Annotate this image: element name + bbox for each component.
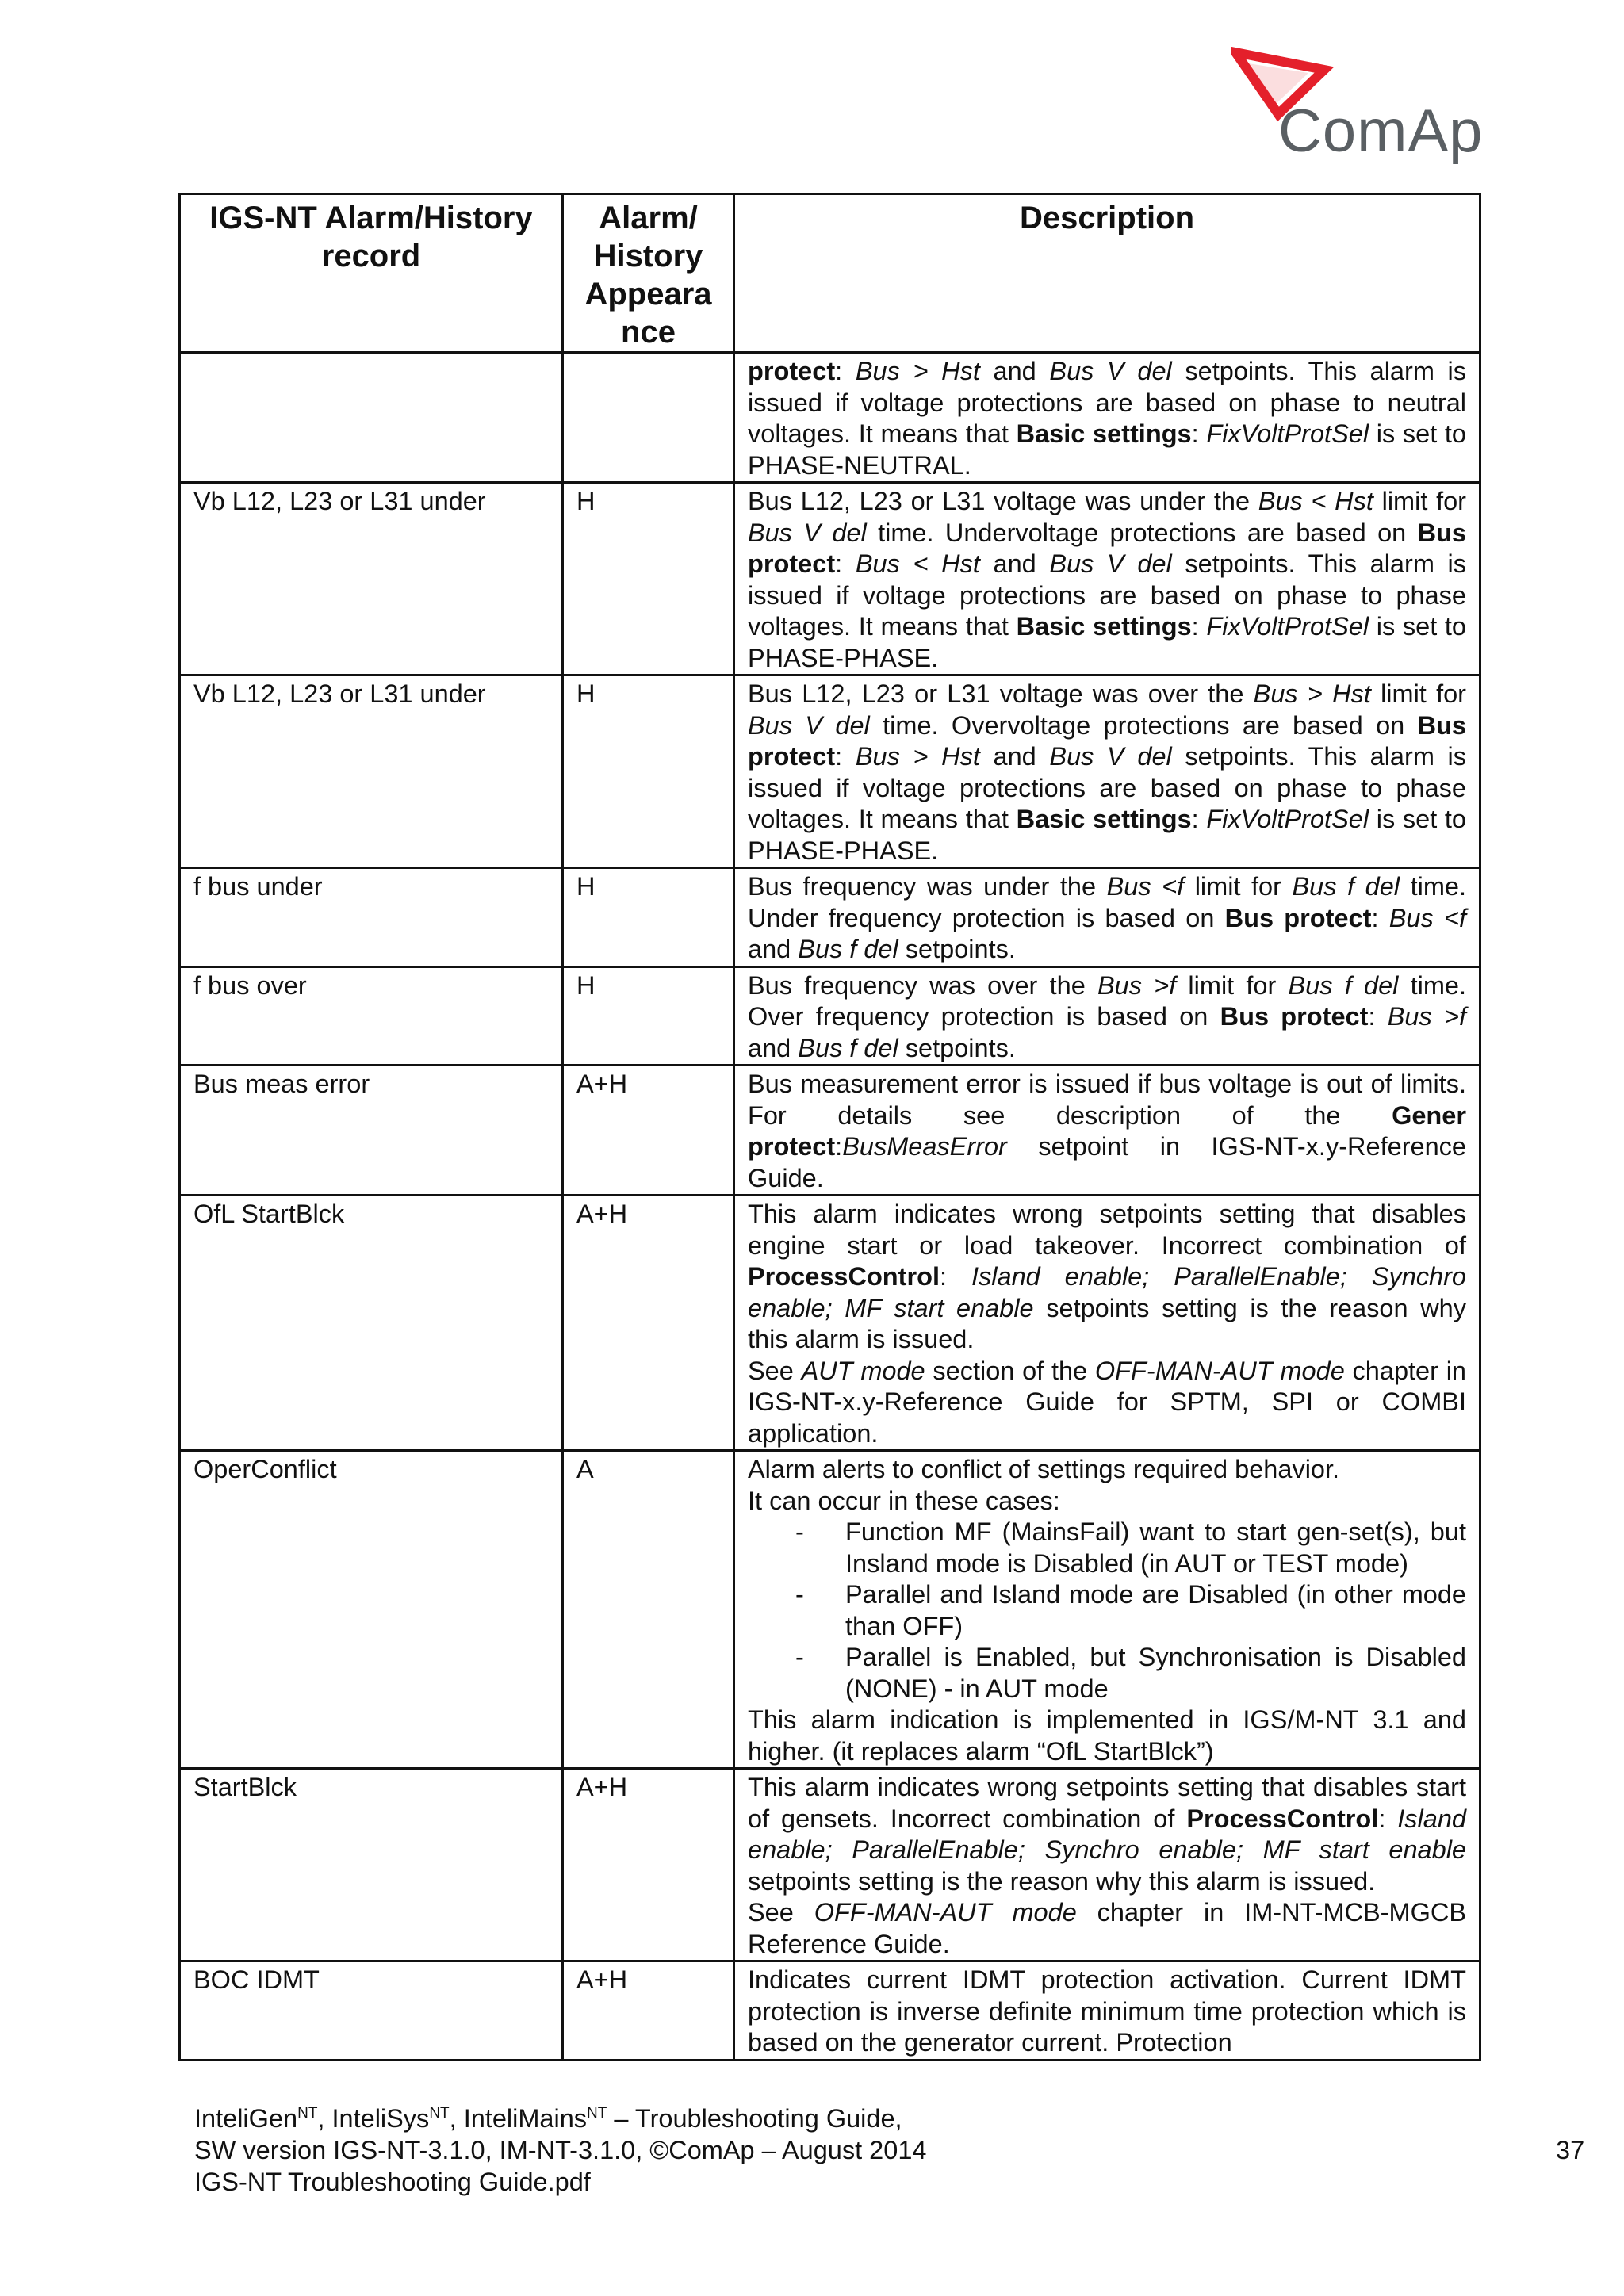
description-text: This alarm indicates wrong setpoints setting that disables engine start or load takeover. Incorrect combination of xyxy=(748,1200,1466,1260)
description-cell xyxy=(734,675,1480,868)
italic-term: Bus <f xyxy=(1106,872,1185,901)
description-text: setpoint in IGS-NT-x.y-Reference Guide. xyxy=(748,1132,1466,1192)
appearance-cell: A+H xyxy=(563,1961,734,2061)
page-number: 37 xyxy=(1556,2136,1585,2164)
bold-term: Basic settings xyxy=(1016,805,1192,833)
description-text: setpoints. This alarm is issued if voltage protections are based on phase to neutral voltages. It means that xyxy=(748,357,1467,448)
description-text: : xyxy=(835,357,856,385)
description-cell xyxy=(734,1196,1480,1451)
description-text: setpoints. xyxy=(898,935,1016,963)
table-row xyxy=(180,1769,1480,1961)
footer-text: , InteliMains xyxy=(449,2104,588,2133)
description-text: See xyxy=(748,1898,814,1927)
description-text: : xyxy=(940,1262,971,1291)
description-text: setpoints. xyxy=(898,1033,1016,1062)
italic-term: AUT mode xyxy=(801,1356,925,1385)
description-text: : xyxy=(1368,1002,1388,1031)
footer-version: SW version IGS-NT-3.1.0, IM-NT-3.1.0, ©ComAp – August 2014 xyxy=(194,2136,927,2164)
italic-term: Bus > Hst xyxy=(855,742,980,771)
table-header-row xyxy=(180,194,1480,353)
table-row xyxy=(180,1196,1480,1451)
description-cell xyxy=(734,1769,1480,1961)
italic-term: Bus >f xyxy=(1387,1002,1467,1031)
footer-text: , InteliSys xyxy=(317,2104,430,2133)
description-text: limit for xyxy=(1184,872,1293,901)
description-text: : xyxy=(1378,1804,1398,1833)
description-text: time. Over frequency protection is based on xyxy=(748,970,1467,1031)
record-cell: Vb L12, L23 or L31 under xyxy=(180,483,563,675)
record-cell: StartBlck xyxy=(180,1769,563,1961)
appearance-cell: H xyxy=(563,868,734,967)
page-footer xyxy=(194,2103,926,2198)
description-cell xyxy=(734,353,1480,483)
italic-term: Bus V del xyxy=(1049,742,1172,771)
description-text: is set to PHASE-NEUTRAL. xyxy=(748,419,1467,480)
description-text: : xyxy=(1191,419,1207,448)
table-row xyxy=(180,353,1480,483)
table-row xyxy=(180,1066,1480,1196)
table-row xyxy=(180,675,1480,868)
record-cell xyxy=(180,353,563,483)
italic-term: Bus <f xyxy=(1388,903,1466,932)
description-text: Bus frequency was over the xyxy=(748,970,1097,1000)
description-cell xyxy=(734,868,1480,967)
list-item: - Parallel is Enabled, but Synchronisation is Disabled (NONE) - in AUT mode xyxy=(795,1642,1466,1705)
appearance-cell xyxy=(563,353,734,483)
appearance-cell: H xyxy=(563,966,734,1066)
italic-term: Bus f del xyxy=(1288,970,1399,1000)
record-cell: OfL StartBlck xyxy=(180,1196,563,1451)
italic-term: FixVoltProtSel xyxy=(1206,419,1369,448)
bold-term: ProcessControl xyxy=(1186,1804,1379,1833)
table-row xyxy=(180,483,1480,675)
record-cell: OperConflict xyxy=(180,1451,563,1769)
appearance-cell: A+H xyxy=(563,1066,734,1196)
header-appearance: Alarm/ History Appeara nce xyxy=(563,194,734,353)
bold-term: Basic settings xyxy=(1016,612,1192,641)
bold-term: Gener protect xyxy=(748,1100,1466,1161)
footer-filename: IGS-NT Troubleshooting Guide.pdf xyxy=(194,2168,591,2196)
appearance-cell: H xyxy=(563,675,734,868)
italic-term: Bus f del xyxy=(1292,872,1400,901)
italic-term: Bus < Hst xyxy=(855,549,980,578)
bold-term: Bus protect xyxy=(748,710,1467,771)
footer-text: – Troubleshooting Guide, xyxy=(607,2104,902,2133)
italic-term: Island enable; ParallelEnable; Synchro enable; MF start enable xyxy=(748,1262,1467,1322)
appearance-cell: H xyxy=(563,483,734,675)
description-text: chapter in IGS-NT-x.y-Reference Guide for SPTM, SPI or COMBI application. xyxy=(748,1356,1466,1448)
description-text: : xyxy=(835,1132,843,1161)
table-row xyxy=(180,868,1480,967)
record-cell: Vb L12, L23 or L31 under xyxy=(180,675,563,868)
table-row xyxy=(180,966,1480,1066)
description-text: Bus frequency was under the xyxy=(748,872,1107,901)
footer-text: InteliGen xyxy=(194,2104,298,2133)
description-text: chapter in IM-NT-MCB-MGCB Reference Guide. xyxy=(748,1898,1466,1958)
description-text: setpoints. This alarm is issued if voltage protections are based on phase to phase voltages. It means that xyxy=(748,549,1467,641)
footer-superscript: NT xyxy=(429,2105,450,2122)
description-text: : xyxy=(1371,903,1389,932)
italic-term: Bus > Hst xyxy=(855,357,980,385)
description-text: : xyxy=(835,742,856,771)
description-text: setpoints. This alarm is issued if voltage protections are based on phase to phase voltages. It means that xyxy=(748,742,1467,833)
bold-term: Bus protect xyxy=(1224,903,1372,932)
footer-superscript: NT xyxy=(587,2105,607,2122)
description-text: time. Undervoltage protections are based on xyxy=(866,518,1418,547)
description-cell xyxy=(734,966,1480,1066)
bold-term: protect xyxy=(748,357,836,385)
description-text: section of the xyxy=(925,1356,1095,1385)
italic-term: Bus f del xyxy=(798,1033,898,1062)
description-text: : xyxy=(1191,805,1207,833)
description-text: and xyxy=(979,549,1050,578)
description-text: and xyxy=(748,1033,799,1062)
italic-term: Island enable; ParallelEnable; Synchro enable; MF start enable xyxy=(748,1804,1467,1864)
footer-title xyxy=(194,2103,926,2134)
record-cell: Bus meas error xyxy=(180,1066,563,1196)
italic-term: OFF-MAN-AUT mode xyxy=(814,1898,1077,1927)
description-cell xyxy=(734,1961,1480,2061)
bold-term: Bus protect xyxy=(748,518,1466,578)
italic-term: Bus f del xyxy=(798,935,898,963)
description-text: limit for xyxy=(1373,487,1466,515)
description-text: and xyxy=(979,742,1050,771)
description-text: Indicates current IDMT protection activation. Current IDMT protection is inverse definite minimum time protection which is based on the generator current. Protection xyxy=(748,1965,1466,2057)
description-text: limit for xyxy=(1370,679,1466,708)
description-text: time. Under frequency protection is based on xyxy=(748,872,1466,932)
description-cell xyxy=(734,483,1480,675)
italic-term: Bus V del xyxy=(748,710,870,740)
description-cell xyxy=(734,1066,1480,1196)
appearance-cell: A+H xyxy=(563,1769,734,1961)
description-text: setpoints setting is the reason why this alarm is issued. xyxy=(748,1293,1466,1353)
italic-term: Bus > Hst xyxy=(1253,679,1371,708)
italic-term: Bus >f xyxy=(1097,970,1177,1000)
table-row xyxy=(180,1451,1480,1769)
italic-term: Bus V del xyxy=(1049,549,1172,578)
description-text: Bus L12, L23 or L31 voltage was under the xyxy=(748,487,1258,515)
list-item: - Function MF (MainsFail) want to start gen-set(s), but Insland mode is Disabled (in AUT or TEST mode) xyxy=(795,1517,1466,1579)
record-cell: BOC IDMT xyxy=(180,1961,563,2061)
case-list xyxy=(748,1517,1466,1705)
description-line: This alarm indication is implemented in IGS/M-NT 3.1 and higher. (it replaces alarm “OfL StartBlck”) xyxy=(748,1705,1466,1766)
description-text: Bus measurement error is issued if bus voltage is out of limits. For details see description of the xyxy=(748,1070,1466,1130)
description-text: and xyxy=(979,357,1050,385)
description-text: This alarm indicates wrong setpoints setting that disables start of gensets. Incorrect combination of xyxy=(748,1773,1466,1833)
appearance-cell: A xyxy=(563,1451,734,1769)
header-description: Description xyxy=(734,194,1480,353)
header-record: IGS-NT Alarm/History record xyxy=(180,194,563,353)
italic-term: FixVoltProtSel xyxy=(1206,612,1369,641)
description-line: Alarm alerts to conflict of settings required behavior. xyxy=(748,1455,1340,1483)
description-text: Bus L12, L23 or L31 voltage was over the xyxy=(748,679,1254,708)
bold-term: ProcessControl xyxy=(748,1262,940,1291)
alarm-history-table xyxy=(178,193,1481,2061)
comap-logo-text: ComAp xyxy=(1278,98,1484,165)
record-cell: f bus under xyxy=(180,868,563,967)
description-text: : xyxy=(1191,612,1207,641)
description-text: : xyxy=(835,549,856,578)
italic-term: FixVoltProtSel xyxy=(1206,805,1369,833)
description-text: setpoints setting is the reason why this alarm is issued. xyxy=(748,1866,1376,1896)
description-cell xyxy=(734,1451,1480,1769)
description-text: is set to PHASE-PHASE. xyxy=(748,612,1467,672)
description-text: See xyxy=(748,1356,802,1385)
bold-term: Basic settings xyxy=(1016,419,1192,448)
description-text: and xyxy=(748,935,799,963)
italic-term: Bus V del xyxy=(1049,357,1172,385)
footer-superscript: NT xyxy=(297,2105,318,2122)
italic-term: Bus V del xyxy=(748,518,867,547)
table-row xyxy=(180,1961,1480,2061)
list-item: - Parallel and Island mode are Disabled (in other mode than OFF) xyxy=(795,1579,1466,1642)
description-text: is set to PHASE-PHASE. xyxy=(748,805,1467,865)
bold-term: Bus protect xyxy=(1220,1002,1369,1031)
italic-term: Bus < Hst xyxy=(1258,487,1373,515)
italic-term: BusMeasError xyxy=(842,1132,1007,1161)
record-cell: f bus over xyxy=(180,966,563,1066)
appearance-cell: A+H xyxy=(563,1196,734,1451)
italic-term: OFF-MAN-AUT mode xyxy=(1094,1356,1345,1385)
description-text: time. Overvoltage protections are based on xyxy=(869,710,1418,740)
description-line: It can occur in these cases: xyxy=(748,1486,1060,1515)
description-text: limit for xyxy=(1176,970,1289,1000)
